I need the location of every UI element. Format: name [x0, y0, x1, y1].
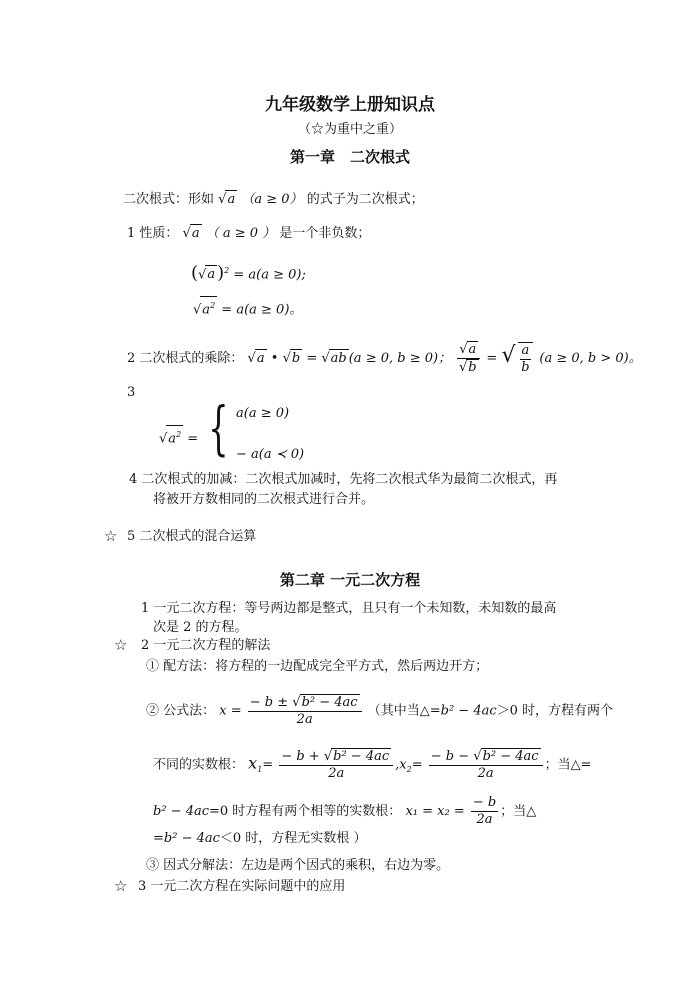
sqrt-icon: √ — [247, 351, 256, 366]
exponent: 2 — [210, 301, 216, 310]
formula-tail-1: （其中当△= — [367, 703, 441, 719]
root-1-fraction — [279, 748, 393, 782]
discriminant: b² − 4ac — [163, 831, 220, 846]
ch2-no-roots — [153, 830, 366, 848]
ch2-method-completing-square: ① 配方法：将方程的一边配成完全平方式，然后两边开方； — [146, 659, 489, 674]
sqrt-icon: √ — [473, 749, 482, 764]
denominator: 2a — [328, 766, 345, 781]
discriminant: b² − 4ac — [153, 804, 209, 819]
formula-lhs: x = — [219, 703, 242, 719]
star-icon: ☆ — [310, 122, 324, 137]
definition-lead: 二次根式：形如 — [123, 192, 215, 207]
page-title: 九年级数学上册知识点 — [265, 95, 435, 115]
denominator: b — [521, 359, 530, 375]
p2-lead: 2 二次根式的乘除： — [127, 351, 244, 366]
exponent: 2 — [224, 266, 230, 275]
roots-lead: 不同的实数根： — [153, 757, 245, 773]
star-icon: ☆ — [114, 877, 128, 895]
numerator: a — [468, 342, 477, 357]
root-2-fraction — [429, 748, 543, 782]
formula-rhs: = a(a ≥ 0); — [233, 267, 306, 283]
ch2-item-1-line2: 次是 2 的方程。 — [153, 620, 248, 635]
ch1-property-5: 5 二次根式的混合运算 — [127, 529, 257, 544]
x1-symbol: x — [248, 753, 258, 773]
ch2-method-factoring: ③ 因式分解法：左边是两个因式的乘积，右边为零。 — [146, 858, 450, 873]
x1-subscript: 1 — [257, 765, 263, 775]
chapter-1-title: 第一章 二次根式 — [289, 148, 410, 166]
ch2-item-3: 3 一元二次方程在实际问题中的应用 — [138, 879, 346, 894]
bullet-dot-icon: • — [270, 351, 279, 366]
left-brace-icon: { — [208, 394, 229, 462]
subtitle — [0, 121, 700, 139]
numerator: a — [521, 342, 530, 358]
subtitle-prefix: （ — [297, 122, 311, 137]
ch1-property-4-line2: 将被开方数相同的二次根式进行合并。 — [153, 492, 375, 507]
radicand: a — [202, 302, 211, 318]
sqrt-icon: √ — [218, 192, 227, 207]
ch1-formula-root-of-square — [193, 296, 302, 319]
sqrt-icon: √ — [459, 342, 468, 357]
subtitle-text: 为重中之重） — [324, 122, 403, 137]
x2-symbol: ,x — [395, 757, 407, 773]
p1-lead: 1 性质： — [127, 226, 179, 241]
radicand: a — [227, 192, 236, 207]
exponent: 2 — [176, 430, 182, 439]
ch1-abs-case-2: − a(a ≺ 0) — [236, 447, 305, 462]
sqrt-icon: √ — [458, 360, 468, 375]
sqrt-icon: √ — [198, 267, 207, 283]
star-icon: ☆ — [104, 527, 118, 545]
condition-2: (a ≥ 0, b > 0)。 — [539, 351, 642, 366]
quadratic-formula-fraction — [248, 694, 362, 728]
no-roots-eq: = — [153, 831, 164, 846]
condition: （ a ≥ 0 ） — [205, 226, 276, 241]
radicand: b² − 4ac — [482, 749, 539, 764]
ch2-equal-roots — [153, 795, 536, 828]
formula-rhs: = a(a ≥ 0)。 — [221, 302, 303, 318]
ch1-property-4-line1: 4 二次根式的加减：二次根式加减时，先将二次根式华为最简二次根式，再 — [129, 472, 558, 487]
fraction-a-over-b — [518, 342, 534, 376]
formula-tail-3: ＞0 时，方程有两个 — [496, 703, 614, 719]
numerator: − b — [472, 795, 497, 810]
ch1-formula-square-of-root — [191, 262, 306, 284]
paren-open: ( — [191, 262, 199, 284]
chapter-2-title: 第二章 一元二次方程 — [279, 571, 421, 589]
sqrt-icon: √ — [321, 351, 330, 366]
radicand: b² − 4ac — [333, 749, 390, 764]
p1-tail: 是一个非负数； — [279, 226, 371, 241]
ch1-definition — [123, 190, 424, 209]
ch2-two-roots: 不同的实数根： $x_1=$ $\frac{\text{− b + √b² − 4ac}}{2a}$ $,x_2=$ $\frac{\text{− b − √b² − 4ac}}{2a}$ ；当△= — [153, 749, 592, 781]
ch1-property-1 — [127, 224, 370, 243]
equal-root-fraction — [471, 795, 498, 828]
x2-subscript: 2 — [406, 765, 412, 775]
fraction-sqrt-a-over-sqrt-b — [457, 341, 480, 376]
definition-tail: 的式子为二次根式； — [306, 192, 424, 207]
ch1-property-2: 2 二次根式的乘除： √a • √b = √ab (a ≥ 0, b ≥ 0)； $\frac{√a}{√b}$ = √ $\frac{a}{b}$ (a ≥ 0, b > 0)。 — [127, 342, 642, 375]
sqrt-icon: √ — [501, 343, 516, 368]
numerator-lead: − b + — [281, 749, 324, 764]
equal-roots-text: =0 时方程有两个相等的实数根： — [209, 804, 402, 819]
sqrt-icon: √ — [193, 302, 202, 318]
method-lead: ② 公式法： — [146, 703, 216, 719]
numerator-lead: − b ± — [249, 695, 293, 710]
radicand: a — [191, 226, 200, 241]
ch1-abs-formula-lhs: $√a^2$ = — [159, 425, 198, 448]
sqrt-icon: √ — [159, 431, 168, 447]
sqrt-icon: √ — [292, 695, 301, 710]
equal-roots-tail: ；当△ — [500, 804, 537, 819]
denominator: b — [468, 360, 477, 375]
denominator: 2a — [476, 812, 493, 827]
numerator-lead: − b − — [430, 749, 474, 764]
radicand-b: b — [291, 351, 301, 366]
discriminant: b² − 4ac — [440, 703, 497, 719]
denominator: 2a — [296, 712, 313, 727]
sqrt-icon: √ — [323, 749, 333, 764]
ch1-item-3-number: 3 — [127, 385, 136, 400]
equal-roots-lhs: x₁ = x₂ = — [405, 804, 465, 819]
star-icon: ☆ — [114, 636, 128, 654]
ch2-item-2: 2 一元二次方程的解法 — [141, 638, 271, 653]
ch1-abs-case-1: a(a ≥ 0) — [236, 406, 290, 421]
no-roots-text: ＜0 时，方程无实数根 ） — [219, 831, 367, 846]
ch2-item-1-line1: 1 一元二次方程：等号两边都是整式，且只有一个未知数，未知数的最高 — [141, 601, 557, 616]
radicand: a — [207, 267, 216, 283]
radicand-ab: ab — [330, 351, 347, 366]
denominator: 2a — [477, 766, 494, 781]
sqrt-icon: √ — [282, 351, 291, 366]
roots-tail: ；当△= — [544, 757, 592, 773]
paren-close: ) — [217, 262, 225, 284]
radicand: b² − 4ac — [301, 695, 358, 710]
condition-1: (a ≥ 0, b ≥ 0)； — [348, 351, 452, 366]
condition: （a ≥ 0） — [241, 192, 303, 207]
ch2-method-formula — [146, 694, 613, 728]
radicand-a: a — [256, 351, 265, 366]
sqrt-icon: √ — [182, 226, 191, 241]
